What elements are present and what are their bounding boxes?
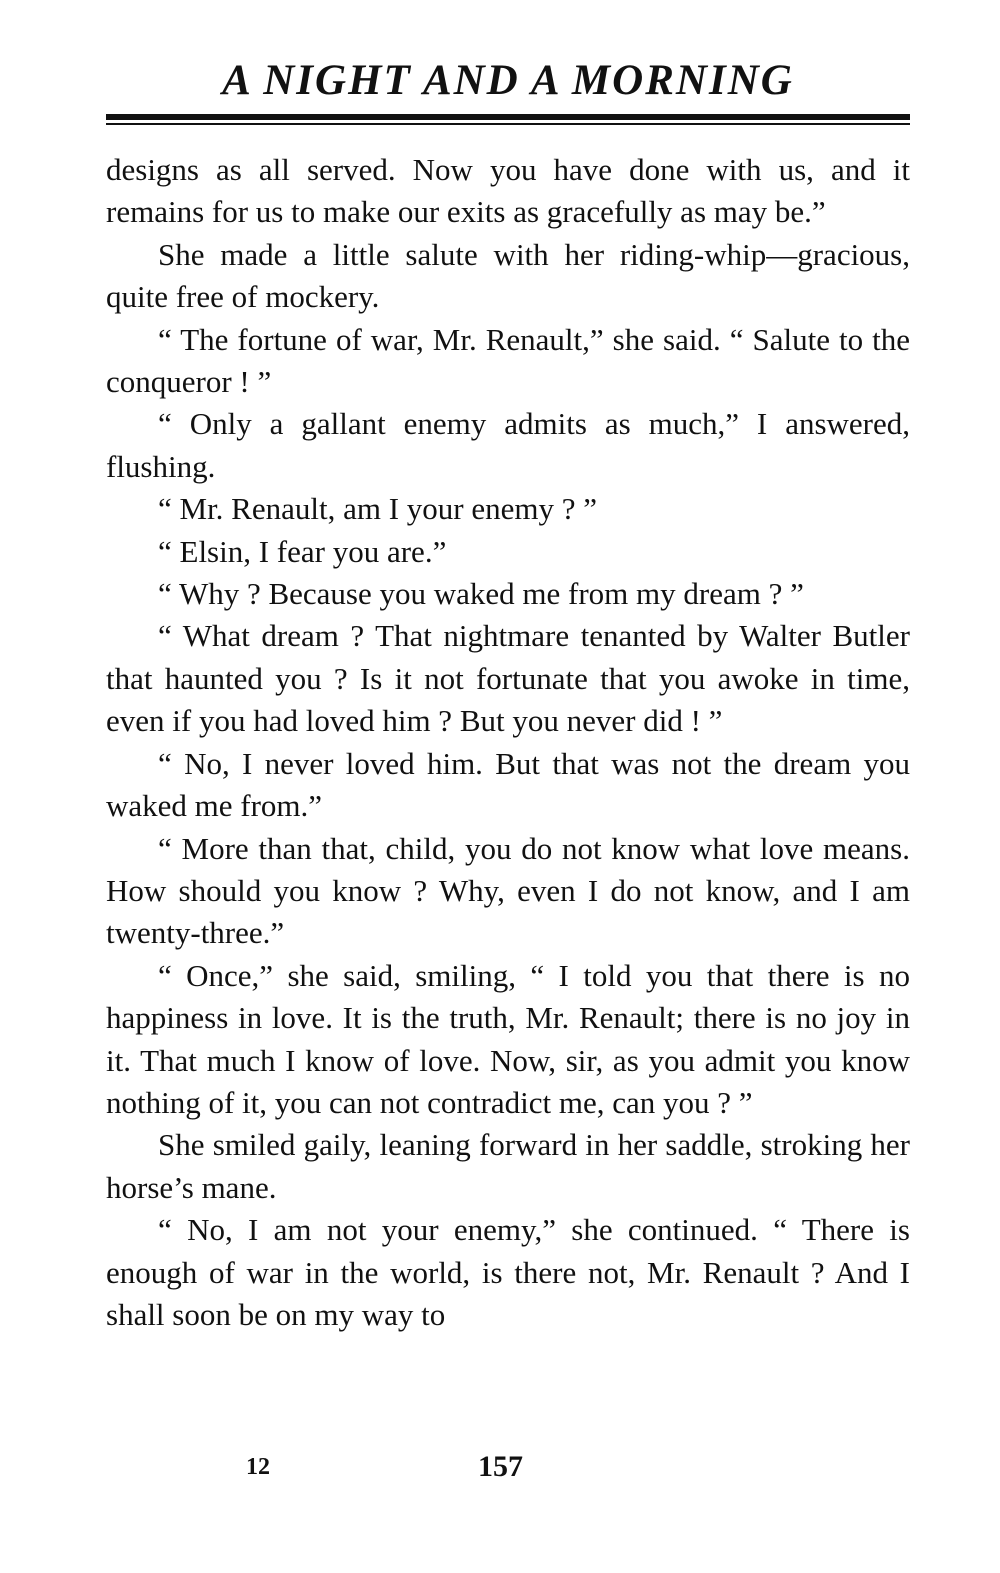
paragraph: “ Once,” she said, smiling, “ I told you that there is no happiness in love. It is the truth, Mr. Renault; there is no joy in it. That much I know of love. Now, sir, as you admit you know nothing of it, you can not contradict me, can you ? ”	[106, 957, 910, 1120]
paragraph: “ No, I am not your enemy,” she continued. “ There is enough of war in the world, is there not, Mr. Renault ? And I shall soon be on my way to	[106, 1212, 910, 1332]
paragraph: “ What dream ? That nightmare tenanted by Walter Butler that haunted you ? Is it not fortunate that you awoke in time, even if you had loved him ? But you never did ! ”	[106, 618, 910, 739]
paragraph: “ Why ? Because you waked me from my dream ? ”	[158, 576, 804, 612]
paragraph-continued: designs as all served. Now you have done with us, and it remains for us to make our exits as gracefully as may be.”	[106, 152, 910, 230]
page-content	[106, 52, 910, 1483]
paragraph: She made a little salute with her riding-whip—gracious, quite free of mockery.	[106, 236, 910, 315]
paragraph: “ Elsin, I fear you are.”	[158, 533, 447, 569]
page-footer	[106, 1450, 910, 1490]
running-head-title: A NIGHT AND A MORNING	[222, 57, 794, 104]
paragraph: “ More than that, child, you do not know what love means. How should you know ? Why, even I do not know, and I am twenty-three.”	[106, 830, 910, 951]
paragraph: “ The fortune of war, Mr. Renault,” she said. “ Salute to the conqueror ! ”	[106, 321, 910, 400]
body-text	[106, 149, 910, 1336]
paragraph: “ Only a gallant enemy admits as much,” I answered, flushing.	[106, 406, 910, 484]
paragraph: She smiled gaily, leaning forward in her saddle, stroking her horse’s mane.	[106, 1127, 910, 1205]
header-rule-thin	[106, 123, 910, 125]
header-rule-thick	[106, 114, 910, 120]
page-number: 157	[478, 1450, 523, 1483]
signature-mark: 12	[246, 1454, 270, 1480]
paragraph: “ No, I never loved him. But that was not the dream you waked me from.”	[106, 745, 910, 824]
paragraph: “ Mr. Renault, am I your enemy ? ”	[158, 491, 598, 527]
